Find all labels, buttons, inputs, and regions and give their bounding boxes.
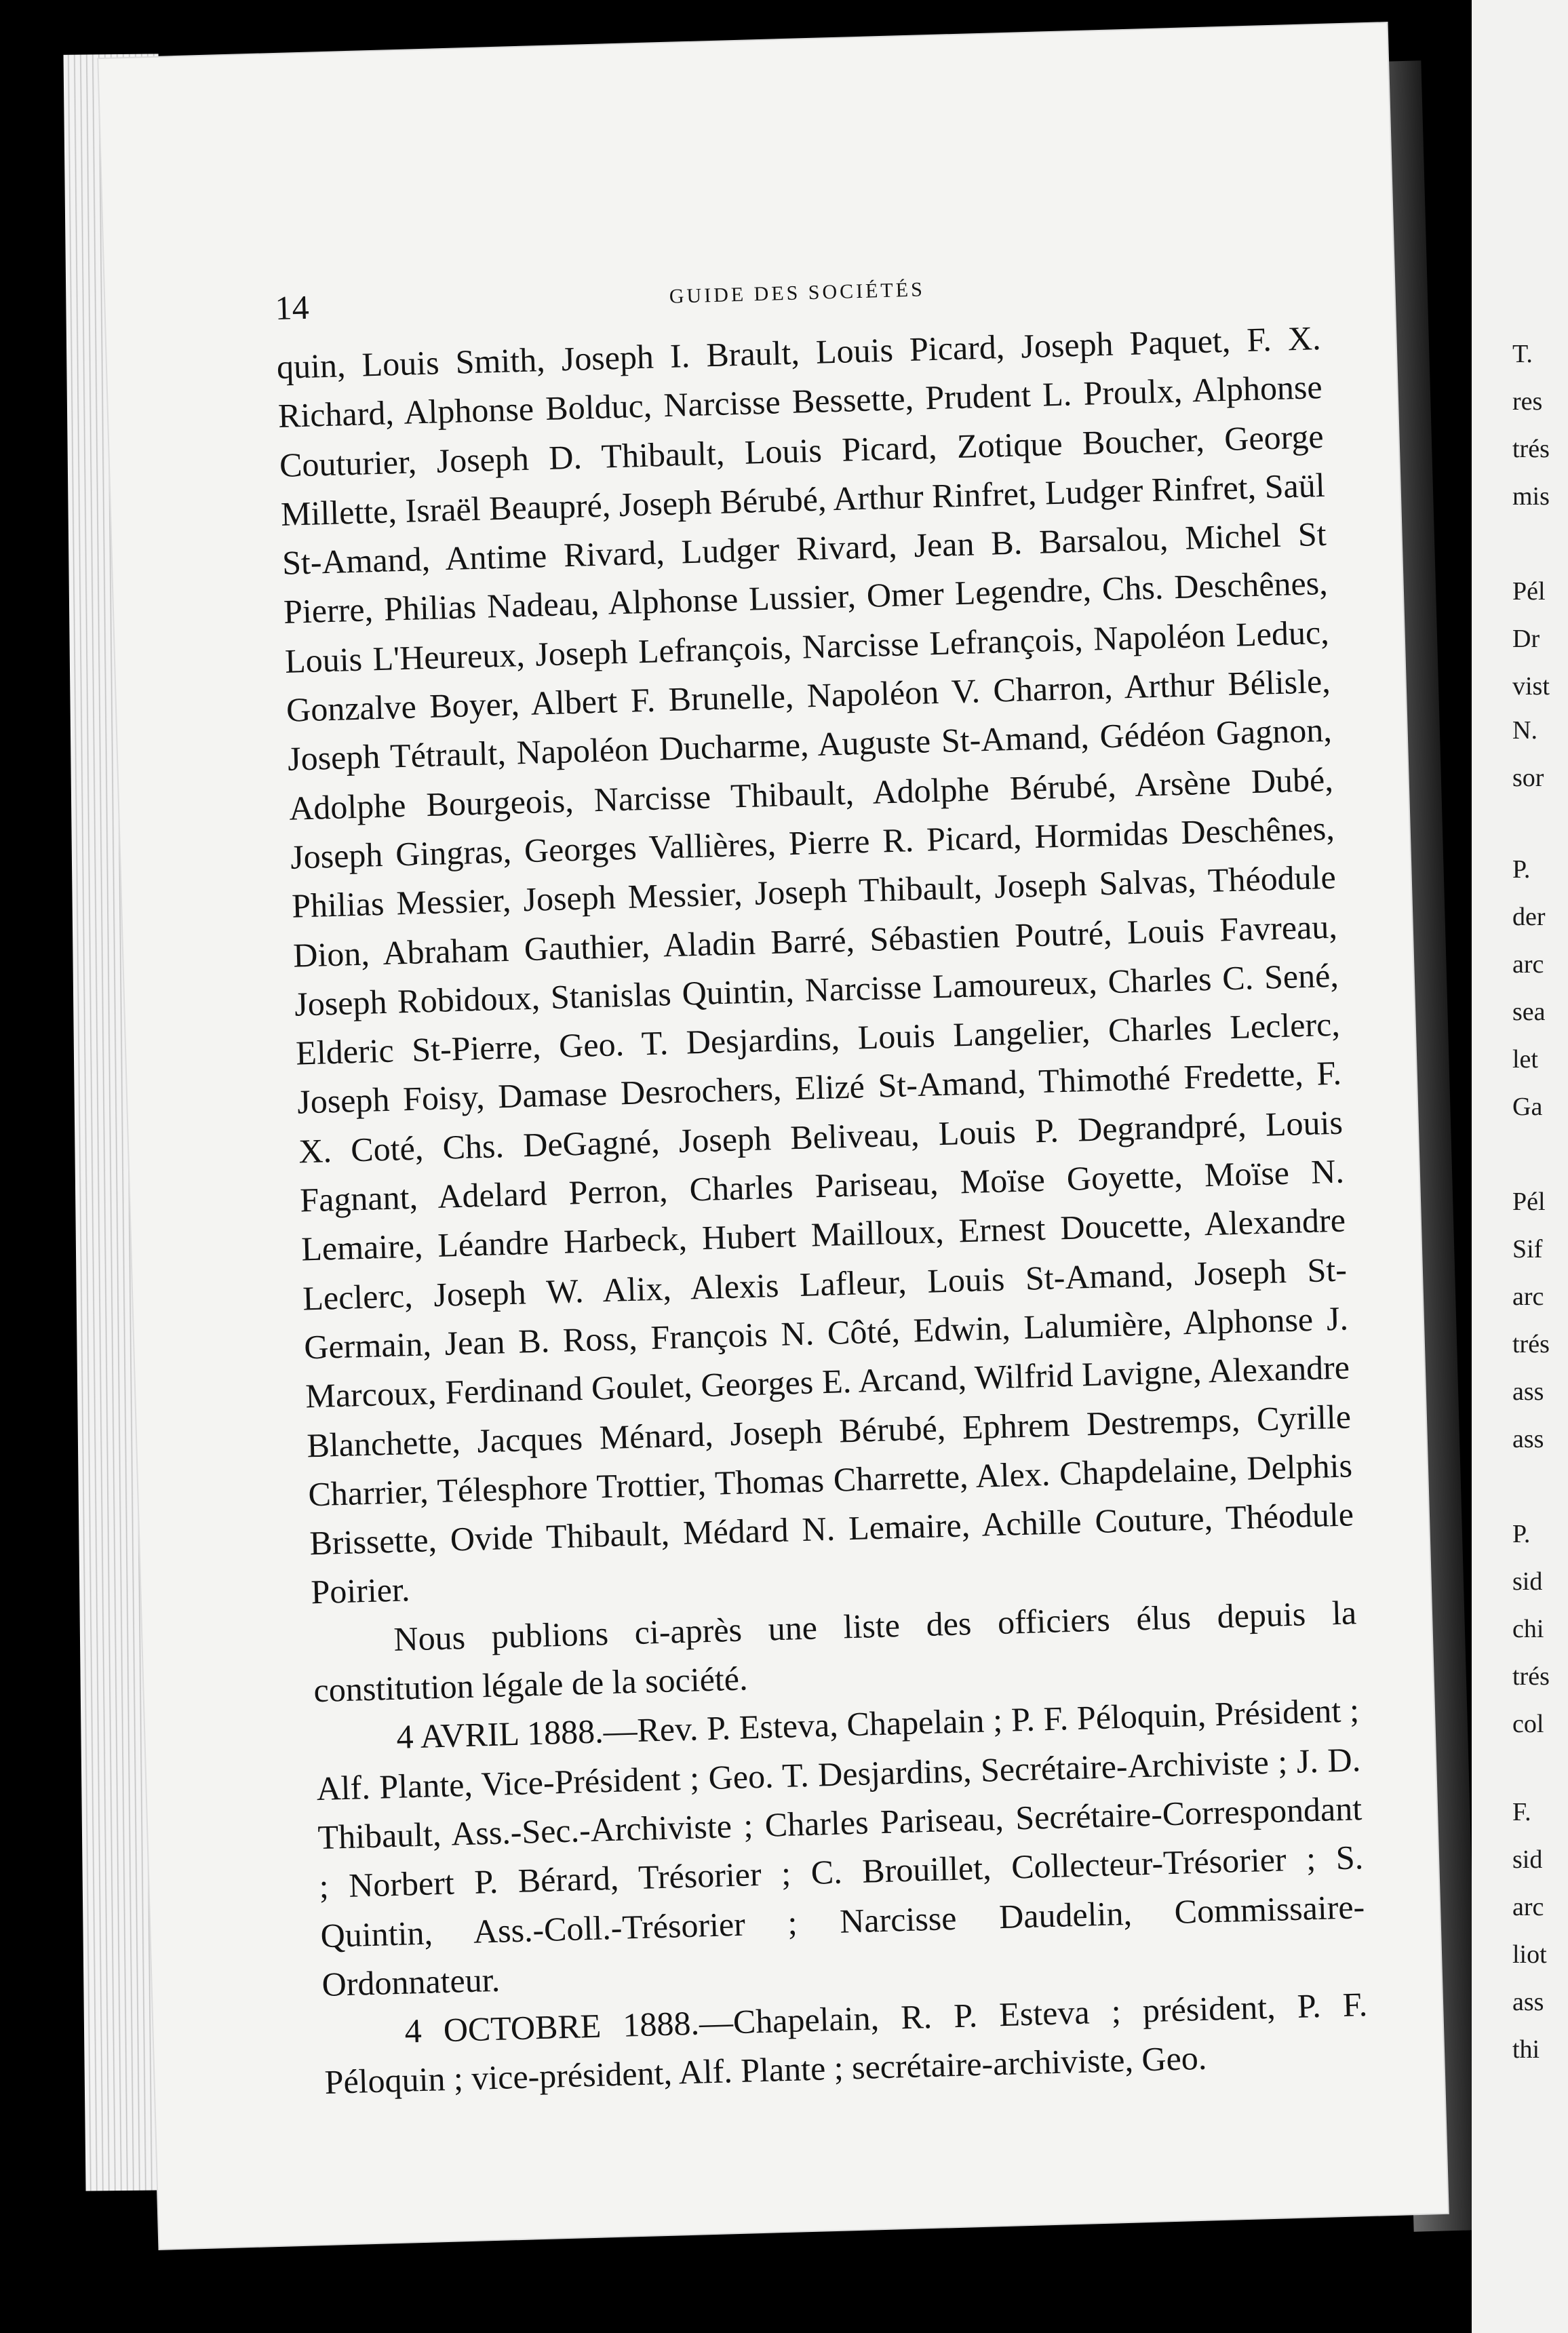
paragraph-april-1888: 4 AVRIL 1888.—Rev. P. Esteva, Chapelain ; P. F. Péloquin, Président ; Alf. Plante, Vice-Président ; Geo. T. Desjardins, Secrétaire-Archiviste ; J. D. Thibault, Ass.-Sec.-Archiviste ; Charles Pariseau, Secrétaire-Correspondant ; Norbert P. Bérard, Trésorier ; C. Brouillet, Collecteur-Trésorier ; S. Quintin, Ass.-Coll.-Trésorier ; Narcisse Daudelin, Commissaire-Ordonnateur. xyxy=(315,1691,1365,2003)
right-fragment-line: P. xyxy=(1512,855,1531,884)
right-fragment-line: sid xyxy=(1512,1845,1543,1874)
right-fragment-line: let xyxy=(1512,1045,1538,1074)
right-fragment-line: sid xyxy=(1512,1567,1543,1596)
right-fragment-line: F. xyxy=(1512,1798,1531,1826)
right-fragment-line: P. xyxy=(1512,1520,1531,1548)
right-fragment-line: ass xyxy=(1512,1377,1544,1406)
paragraph-member-list: quin, Louis Smith, Joseph I. Brault, Louis Picard, Joseph Paquet, F. X. Richard, Alphonse Bolduc, Narcisse Bessette, Prudent L. Proulx, Alphonse Couturier, Joseph D. Thibault, Louis Picard, Zotique Boucher, George Millette, Israël Beaupré, Joseph Bérubé, Arthur Rinfret, Ludger Rinfret, Saül St-Amand, Antime Rivard, Ludger Rivard, Jean B. Barsalou, Michel St Pierre, Philias Nadeau, Alphonse Lussier, Omer Legendre, Chs. Deschênes, Louis L'Heureux, Joseph Lefrançois, Narcisse Lefrançois, Napoléon Leduc, Gonzalve Boyer, Albert F. Brunelle, Napoléon V. Charron, Arthur Bélisle, Joseph Tétrault, Napoléon Ducharme, Auguste St-Amand, Gédéon Gagnon, Adolphe Bourgeois, Narcisse Thibault, Adolphe Bérubé, Arsène Dubé, Joseph Gingras, Georges Vallières, Pierre R. Picard, Hormidas Deschênes, Philias Messier, Joseph Messier, Joseph Thibault, Joseph Salvas, Théodule Dion, Abraham Gauthier, Aladin Barré, Sébastien Poutré, Louis Favreau, Joseph Robidoux, Stanislas Quintin, Narcisse Lamoureux, Charles C. Sené, Elderic St-Pierre, Geo. T. Desjardins, Louis Langelier, Charles Leclerc, Joseph Foisy, Damase Desrochers, Elizé St-Amand, Thimothé Fredette, F. X. Coté, Chs. DeGagné, Joseph Beliveau, Louis P. Degrandpré, Louis Fagnant, Adelard Perron, Charles Pariseau, Moïse Goyette, Moïse N. Lemaire, Léandre Harbeck, Hubert Mailloux, Ernest Doucette, Alexandre Leclerc, Joseph W. Alix, Alexis Lafleur, Louis St-Amand, Joseph St-Germain, Jean B. Ross, François N. Côté, Edwin, Lalumière, Alphonse J. Marcoux, Ferdinand Goulet, Georges E. Arcand, Wilfrid Lavigne, Alexandre Blanchette, Jacques Ménard, Joseph Bérubé, Ephrem Destremps, Cyrille Charrier, Télesphore Trottier, Thomas Charrette, Alex. Chapdelaine, Delphis Brissette, Ovide Thibault, Médard N. Lemaire, Achille Couture, Théodule Poirier. xyxy=(276,319,1354,1611)
body-text xyxy=(276,313,1369,2107)
right-fragment-line: arc xyxy=(1512,1893,1544,1921)
right-fragment-line: trés xyxy=(1512,1662,1550,1691)
right-fragment-line: Sif xyxy=(1512,1235,1543,1263)
paragraph-october-1888: 4 OCTOBRE 1888.—Chapelain, R. P. Esteva ; président, P. F. Péloquin ; vice-président, Alf. Plante ; secrétaire-archiviste, Geo. xyxy=(324,1985,1368,2102)
running-head: GUIDE DES SOCIÉTÉS xyxy=(669,278,926,308)
right-fragment-line: vist xyxy=(1512,672,1550,701)
right-fragment-line: arc xyxy=(1512,1282,1544,1311)
right-fragment-line: ass xyxy=(1512,1988,1544,2016)
page-number: 14 xyxy=(274,288,310,328)
right-fragment-line: der xyxy=(1512,903,1546,931)
right-fragment-line: N. xyxy=(1512,716,1537,745)
right-fragment-line: sea xyxy=(1512,998,1546,1026)
right-fragment-line: thi xyxy=(1512,2035,1540,2064)
right-fragment-line: res xyxy=(1512,387,1543,416)
right-fragment-line: chi xyxy=(1512,1615,1544,1643)
right-fragment-line: ass xyxy=(1512,1425,1544,1453)
right-fragment-line: arc xyxy=(1512,950,1544,979)
left-page xyxy=(98,23,1447,2249)
right-fragment-line: Pél xyxy=(1512,577,1546,606)
right-fragment-line: sor xyxy=(1512,764,1544,792)
right-fragment-line: mis xyxy=(1512,482,1550,511)
right-fragment-line: Ga xyxy=(1512,1093,1543,1121)
right-fragment-line: liot xyxy=(1512,1940,1547,1969)
page-content xyxy=(275,259,1369,2107)
paragraph-intro: Nous publions ci-après une liste des officiers élus depuis la constitution légale de la société. xyxy=(313,1592,1357,1710)
right-fragment-line: col xyxy=(1512,1710,1544,1738)
right-fragment-line: T. xyxy=(1512,340,1533,368)
right-fragment-line: Dr xyxy=(1512,625,1540,653)
right-fragment-line: trés xyxy=(1512,1330,1550,1358)
right-fragment-line: trés xyxy=(1512,435,1550,463)
right-page-fragment xyxy=(1472,0,1568,2333)
right-fragment-line: Pél xyxy=(1512,1188,1546,1216)
